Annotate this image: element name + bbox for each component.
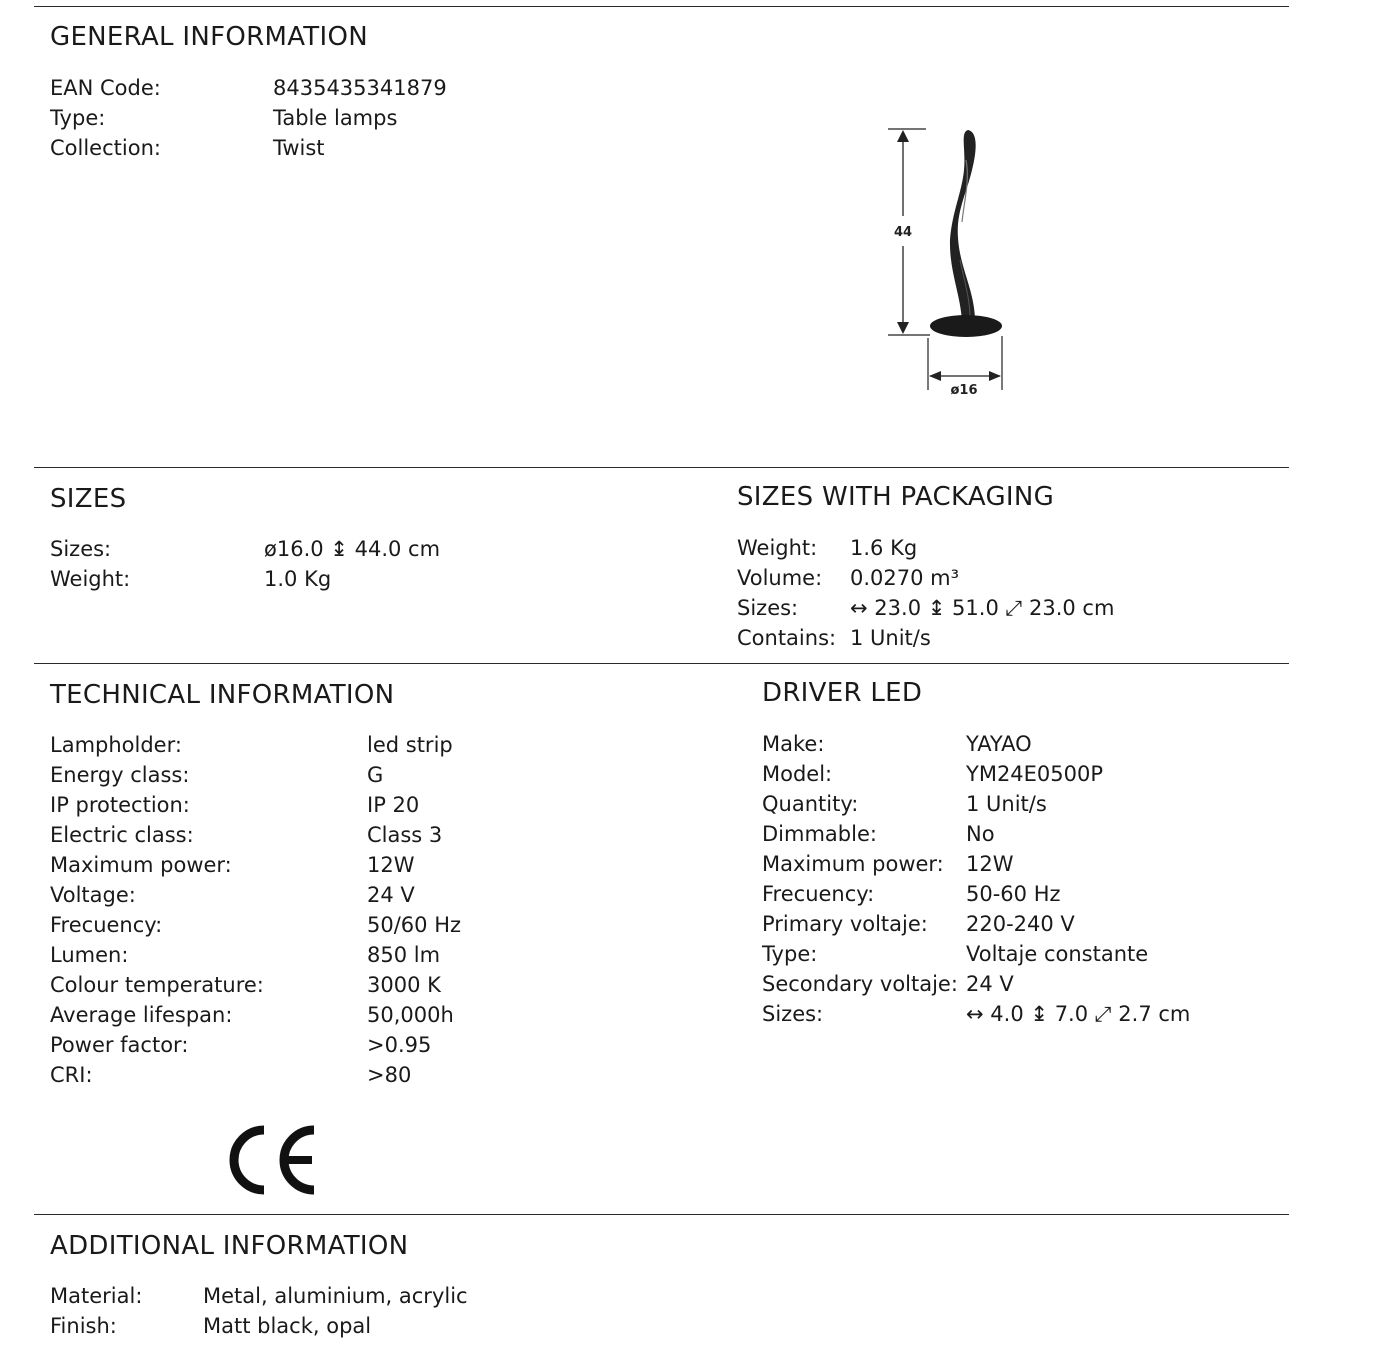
- horizontal-arrow-icon: ↔: [850, 596, 868, 620]
- additional-row-material: [50, 1281, 468, 1311]
- driver-sizes-depth: 2.7 cm: [1118, 1002, 1191, 1026]
- technical-row: [50, 1060, 461, 1090]
- packaging-list: [737, 533, 1114, 653]
- technical-row: [50, 760, 461, 790]
- divider-technical-additional: [34, 1214, 1289, 1215]
- ce-mark-logo: [228, 1124, 320, 1196]
- technical-row: [50, 880, 461, 910]
- sizes-diameter: ø16.0: [264, 537, 324, 561]
- divider-general-sizes: [34, 467, 1289, 468]
- driver-label: Quantity:: [762, 792, 859, 816]
- height-dimension-label: 44: [893, 225, 913, 240]
- lamp-dimension-drawing: [880, 120, 1020, 410]
- sizes-height: 44.0 cm: [354, 537, 441, 561]
- technical-label: Voltage:: [50, 883, 136, 907]
- technical-heading: TECHNICAL INFORMATION: [50, 680, 395, 710]
- technical-list: [50, 730, 461, 1090]
- technical-label: Lumen:: [50, 943, 129, 967]
- driver-row: [762, 879, 1190, 909]
- diameter-dimension-label: ø16: [950, 383, 978, 398]
- technical-value: >0.95: [367, 1033, 432, 1057]
- driver-label: Secondary voltaje:: [762, 972, 958, 996]
- packaging-volume-value: 0.0270 m³: [850, 566, 960, 590]
- weight-value: 1.0 Kg: [264, 567, 332, 591]
- driver-row-sizes: [762, 999, 1190, 1029]
- technical-value: 12W: [367, 853, 415, 877]
- technical-label: Colour temperature:: [50, 973, 264, 997]
- packaging-weight-label: Weight:: [737, 536, 818, 560]
- technical-value: 3000 K: [367, 973, 441, 997]
- technical-value: G: [367, 763, 384, 787]
- finish-label: Finish:: [50, 1314, 117, 1338]
- driver-list: [762, 729, 1190, 1029]
- horizontal-arrow-icon: ↔: [966, 1002, 984, 1026]
- general-row-collection: [50, 133, 447, 163]
- driver-heading: DRIVER LED: [762, 678, 923, 708]
- driver-sizes-width: 4.0: [990, 1002, 1024, 1026]
- driver-value: 24 V: [966, 972, 1014, 996]
- driver-row: [762, 909, 1190, 939]
- technical-value: 24 V: [367, 883, 415, 907]
- additional-row-finish: [50, 1311, 468, 1341]
- packaging-sizes-width: 23.0: [874, 596, 922, 620]
- type-label: Type:: [50, 106, 106, 130]
- driver-row: [762, 939, 1190, 969]
- technical-value: Class 3: [367, 823, 443, 847]
- sizes-row-sizes: [50, 534, 440, 564]
- driver-value: YAYAO: [966, 732, 1032, 756]
- technical-row: [50, 730, 461, 760]
- driver-sizes-label: Sizes:: [762, 1002, 824, 1026]
- sizes-row-weight: [50, 564, 440, 594]
- packaging-row-volume: [737, 563, 1114, 593]
- sizes-heading: SIZES: [50, 484, 127, 514]
- driver-label: Type:: [762, 942, 818, 966]
- technical-label: CRI:: [50, 1063, 93, 1087]
- sizes-list: [50, 534, 440, 594]
- technical-row: [50, 970, 461, 1000]
- weight-label: Weight:: [50, 567, 131, 591]
- technical-value: 850 lm: [367, 943, 441, 967]
- sizes-value: [264, 534, 440, 564]
- general-info-list: [50, 73, 447, 163]
- technical-value: IP 20: [367, 793, 420, 817]
- driver-label: Make:: [762, 732, 825, 756]
- driver-row: [762, 729, 1190, 759]
- packaging-sizes-value: [850, 593, 1114, 623]
- packaging-volume-label: Volume:: [737, 566, 823, 590]
- driver-value: YM24E0500P: [966, 762, 1104, 786]
- driver-label: Maximum power:: [762, 852, 944, 876]
- general-heading: GENERAL INFORMATION: [50, 22, 368, 52]
- driver-sizes-value: [966, 999, 1190, 1029]
- technical-row: [50, 1000, 461, 1030]
- sizes-label: Sizes:: [50, 537, 112, 561]
- driver-label: Model:: [762, 762, 833, 786]
- general-row-ean: [50, 73, 447, 103]
- top-divider: [34, 6, 1289, 7]
- technical-value: led strip: [367, 733, 453, 757]
- vertical-arrow-icon: ↨: [927, 596, 946, 620]
- diagonal-arrow-icon: ⤢: [1094, 1002, 1112, 1026]
- material-value: Metal, aluminium, acrylic: [203, 1284, 468, 1308]
- technical-label: Energy class:: [50, 763, 190, 787]
- technical-row: [50, 850, 461, 880]
- driver-label: Primary voltaje:: [762, 912, 928, 936]
- packaging-heading: SIZES WITH PACKAGING: [737, 482, 1055, 512]
- additional-heading: ADDITIONAL INFORMATION: [50, 1231, 409, 1261]
- driver-row: [762, 789, 1190, 819]
- driver-value: 12W: [966, 852, 1014, 876]
- packaging-sizes-height: 51.0: [952, 596, 999, 620]
- technical-row: [50, 1030, 461, 1060]
- driver-row: [762, 819, 1190, 849]
- driver-row: [762, 759, 1190, 789]
- general-row-type: [50, 103, 447, 133]
- divider-sizes-technical: [34, 663, 1289, 664]
- technical-value: 50/60 Hz: [367, 913, 462, 937]
- technical-row: [50, 790, 461, 820]
- technical-label: IP protection:: [50, 793, 190, 817]
- driver-value: 1 Unit/s: [966, 792, 1047, 816]
- technical-row: [50, 910, 461, 940]
- finish-value: Matt black, opal: [203, 1314, 372, 1338]
- ean-label: EAN Code:: [50, 76, 161, 100]
- technical-label: Electric class:: [50, 823, 194, 847]
- technical-label: Power factor:: [50, 1033, 189, 1057]
- packaging-sizes-label: Sizes:: [737, 596, 799, 620]
- diagonal-arrow-icon: ⤢: [1005, 596, 1023, 620]
- packaging-row-sizes: [737, 593, 1114, 623]
- technical-label: Frecuency:: [50, 913, 163, 937]
- driver-row: [762, 849, 1190, 879]
- technical-label: Maximum power:: [50, 853, 232, 877]
- driver-row: [762, 969, 1190, 999]
- driver-value: Voltaje constante: [966, 942, 1149, 966]
- packaging-contains-label: Contains:: [737, 626, 837, 650]
- technical-row: [50, 940, 461, 970]
- packaging-contains-value: 1 Unit/s: [850, 626, 931, 650]
- driver-value: No: [966, 822, 995, 846]
- technical-label: Average lifespan:: [50, 1003, 233, 1027]
- technical-row: [50, 820, 461, 850]
- vertical-arrow-icon: ↨: [330, 537, 348, 561]
- driver-sizes-height: 7.0: [1054, 1002, 1089, 1026]
- packaging-weight-value: 1.6 Kg: [850, 536, 918, 560]
- driver-label: Frecuency:: [762, 882, 875, 906]
- technical-label: Lampholder:: [50, 733, 182, 757]
- packaging-sizes-depth: 23.0 cm: [1029, 596, 1115, 620]
- technical-value: 50,000h: [367, 1003, 454, 1027]
- collection-label: Collection:: [50, 136, 161, 160]
- driver-value: 50-60 Hz: [966, 882, 1061, 906]
- ean-value: 8435435341879: [273, 76, 447, 100]
- type-value: Table lamps: [273, 106, 398, 130]
- driver-label: Dimmable:: [762, 822, 877, 846]
- vertical-arrow-icon: ↨: [1030, 1002, 1048, 1026]
- packaging-row-contains: [737, 623, 1114, 653]
- material-label: Material:: [50, 1284, 143, 1308]
- packaging-row-weight: [737, 533, 1114, 563]
- technical-value: >80: [367, 1063, 412, 1087]
- collection-value: Twist: [273, 136, 325, 160]
- additional-list: [50, 1281, 468, 1341]
- driver-value: 220-240 V: [966, 912, 1075, 936]
